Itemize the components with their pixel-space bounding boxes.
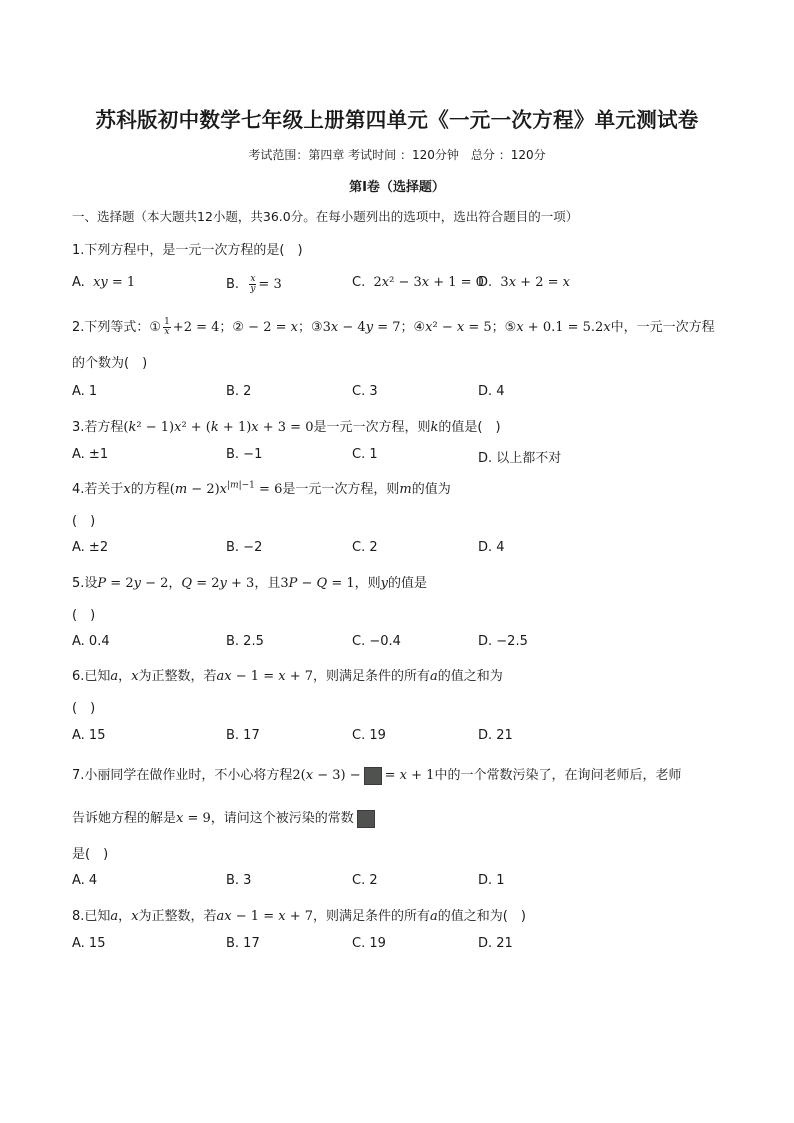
section-heading: 一、选择题（本大题共12小题，共36.0分。在每小题列出的选项中，选出符合题目的一项） bbox=[72, 209, 579, 224]
question-4-stem-cont: ( ) bbox=[72, 514, 96, 529]
question-4-stem: 4.若关于x的方程$(m - 2)x^{|m|-1} = 6$是一元一次方程，则m的值为 bbox=[72, 480, 451, 497]
ink-blot bbox=[364, 767, 382, 785]
option-d: D. 3x + 2 = x bbox=[478, 275, 570, 290]
option-c: C. 2 bbox=[352, 873, 378, 888]
question-2-stem: 2.下列等式：① $\frac{1}{x}$ +2 = 4；② − 2 = x；③3x − 4y = 7；④x² − x = 5；⑤x + 0.1 = 5.2x中，一元一次方程 bbox=[72, 317, 715, 337]
question-2-options bbox=[72, 384, 722, 402]
option-c: C. 19 bbox=[352, 936, 386, 951]
option-d: D. 4 bbox=[478, 384, 505, 399]
question-8-options bbox=[72, 936, 722, 954]
part-heading: 第I卷（选择题） bbox=[349, 180, 445, 195]
option-a: A. 15 bbox=[72, 936, 106, 951]
option-a: A. 0.4 bbox=[72, 634, 110, 649]
option-b: B. $\frac{x}{y}$ = 3 bbox=[226, 274, 282, 294]
option-a: A. 1 bbox=[72, 384, 98, 399]
option-b: B. 17 bbox=[226, 728, 260, 743]
question-8-stem: 8.已知a，x为正整数，若ax − 1 = x + 7，则满足条件的所有a的值之和为( ) bbox=[72, 909, 526, 924]
ink-blot bbox=[357, 810, 375, 828]
question-7-stem-end: 是( ) bbox=[72, 847, 109, 862]
option-b: B. −1 bbox=[226, 447, 263, 462]
option-c: C. 3 bbox=[352, 384, 378, 399]
question-6-stem-cont: ( ) bbox=[72, 701, 96, 716]
question-6-options bbox=[72, 728, 722, 746]
option-a: A. 4 bbox=[72, 873, 98, 888]
question-3-stem: 3.若方程(k² − 1)x² + (k + 1)x + 3 = 0是一元一次方程，则k的值是( ) bbox=[72, 420, 501, 435]
question-1-stem: 1.下列方程中，是一元一次方程的是( ) bbox=[72, 243, 303, 258]
question-5-stem: 5.设P = 2y − 2，Q = 2y + 3，且3P − Q = 1，则y的值是 bbox=[72, 576, 428, 591]
option-c: C. −0.4 bbox=[352, 634, 401, 649]
question-4-options bbox=[72, 540, 722, 558]
option-c: C. 2 bbox=[352, 540, 378, 555]
option-a: A. 15 bbox=[72, 728, 106, 743]
question-6-stem: 6.已知a，x为正整数，若ax − 1 = x + 7，则满足条件的所有a的值之和为 bbox=[72, 669, 503, 684]
question-5-options bbox=[72, 634, 722, 652]
option-c: C. 1 bbox=[352, 447, 378, 462]
question-7-stem-cont: 告诉她方程的解是x = 9，请问这个被污染的常数 bbox=[72, 807, 378, 828]
question-3-options bbox=[72, 447, 722, 465]
option-d: D. −2.5 bbox=[478, 634, 528, 649]
option-b: B. −2 bbox=[226, 540, 263, 555]
option-d: D. 21 bbox=[478, 728, 513, 743]
question-5-stem-cont: ( ) bbox=[72, 608, 96, 623]
option-c: C. 19 bbox=[352, 728, 386, 743]
option-d: D. 以上都不对 bbox=[478, 451, 562, 466]
option-b: B. 2 bbox=[226, 384, 252, 399]
option-d: D. 1 bbox=[478, 873, 505, 888]
option-b: B. 17 bbox=[226, 936, 260, 951]
question-7-options bbox=[72, 873, 722, 891]
option-d: D. 4 bbox=[478, 540, 505, 555]
option-a: A. ±2 bbox=[72, 540, 109, 555]
option-c: C. 2x² − 3x + 1 = 0 bbox=[352, 275, 484, 290]
option-b: B. 2.5 bbox=[226, 634, 264, 649]
question-2-stem-cont: 的个数为( ) bbox=[72, 356, 148, 371]
page-title: 苏科版初中数学七年级上册第四单元《一元一次方程》单元测试卷 bbox=[95, 108, 699, 132]
option-b: B. 3 bbox=[226, 873, 252, 888]
question-1-options bbox=[72, 275, 722, 293]
option-a: A. ±1 bbox=[72, 447, 109, 462]
option-a: A. xy = 1 bbox=[72, 275, 136, 290]
question-7-stem: 7.小丽同学在做作业时，不小心将方程2(x − 3) − = x + 1中的一个常数污染了，在询问老师后，老师 bbox=[72, 768, 682, 783]
exam-info: 考试范围：第四章 考试时间 ：120分钟 总分 ：120分 bbox=[248, 148, 546, 162]
option-d: D. 21 bbox=[478, 936, 513, 951]
